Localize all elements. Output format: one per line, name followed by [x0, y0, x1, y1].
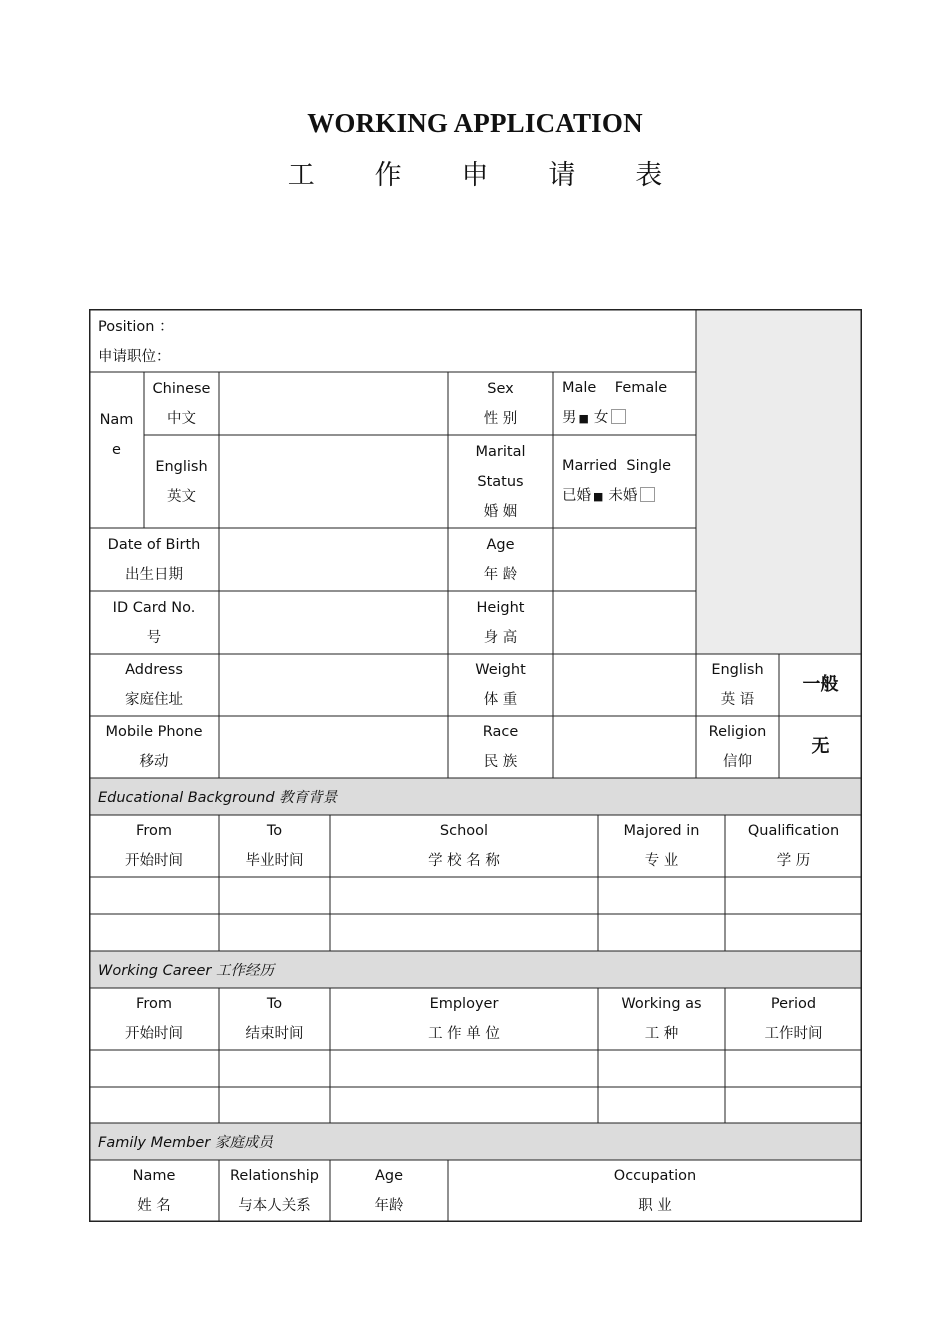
header-label-line: School	[439, 823, 489, 839]
header-label-line: 工 作 单 位	[428, 1026, 500, 1042]
header-label-line: From	[136, 996, 172, 1012]
sex-label	[448, 372, 553, 435]
edu-col-from	[89, 815, 219, 877]
header-label-line: English	[155, 458, 208, 475]
header-label-line: 开始时间	[125, 853, 183, 869]
header-label-line: ID Card No.	[112, 599, 196, 616]
header-label-line: 一般	[802, 674, 839, 695]
english-level-value[interactable]	[779, 654, 862, 716]
family-col-name	[89, 1160, 219, 1222]
header-label-line: Sex	[487, 380, 514, 397]
header-label-line: 与本人关系	[238, 1198, 311, 1214]
header-label-line: From	[136, 823, 172, 839]
mobile-label	[89, 716, 219, 778]
header-label-line: 无	[811, 736, 830, 757]
header-label-line: Chinese	[152, 380, 211, 397]
id-card-label	[89, 591, 219, 654]
form-title-cn: 工 作 申 请 表	[287, 160, 688, 191]
edu-col-to	[219, 815, 330, 877]
header-label-line: Employer	[429, 996, 499, 1012]
female-checkbox-icon	[611, 409, 626, 424]
header-label-line: 毕业时间	[245, 853, 304, 869]
marital-status-label	[448, 435, 553, 528]
career-row-2[interactable]	[89, 1087, 862, 1123]
male-checked-icon: ■	[578, 412, 589, 425]
career-col-period	[725, 988, 862, 1050]
header-label-line: Address	[125, 662, 183, 678]
header-label-line: 开始时间	[125, 1026, 183, 1042]
english-name-input[interactable]	[219, 435, 448, 528]
married-checked-icon: ■	[593, 490, 604, 503]
header-label-line: 移动	[139, 754, 169, 770]
header-label-line: 男	[562, 410, 577, 426]
sex-options-cn	[562, 403, 626, 434]
marital-single-option[interactable]	[608, 488, 655, 504]
family-col-relationship	[219, 1160, 330, 1222]
header-label-line: English	[711, 662, 764, 678]
height-label	[448, 591, 553, 654]
header-label-line: 性 别	[483, 410, 518, 427]
family-col-occupation	[448, 1160, 862, 1222]
height-input[interactable]	[553, 591, 696, 654]
header-label-line: 学 历	[776, 853, 811, 869]
header-label-line: 学 校 名 称	[428, 853, 500, 869]
chinese-name-label	[144, 372, 219, 435]
header-label-line: Name	[132, 1168, 176, 1184]
marital-options	[553, 435, 696, 528]
header-label-line: Age	[374, 1168, 404, 1184]
header-label-line: 工作时间	[764, 1026, 823, 1042]
name-label-part2: e	[112, 442, 121, 458]
header-label-line: Relationship	[229, 1168, 319, 1184]
header-label-line: 出生日期	[125, 566, 183, 583]
family-col-age	[330, 1160, 448, 1222]
header-label-line: 号	[146, 629, 162, 646]
english-name-label	[144, 435, 219, 528]
header-label-line: 专 业	[644, 853, 679, 869]
sex-options	[553, 372, 696, 435]
race-input[interactable]	[553, 716, 696, 778]
marital-married-option[interactable]	[562, 488, 608, 504]
position-label	[89, 311, 696, 372]
age-label	[448, 528, 553, 591]
header-label-line: 中文	[167, 410, 196, 427]
header-label-line: 家庭住址	[125, 692, 183, 708]
header-label-line: 年龄	[374, 1198, 404, 1214]
single-checkbox-icon	[640, 487, 655, 502]
weight-label	[448, 654, 553, 716]
header-label-line: 身 高	[483, 629, 518, 646]
section-header-education: Educational Background 教育背景	[89, 778, 862, 815]
religion-label	[696, 716, 779, 778]
header-label-line: 英 语	[720, 692, 755, 708]
edu-col-major	[598, 815, 725, 877]
edu-row-2[interactable]	[89, 914, 862, 951]
header-label-line: Age	[486, 536, 515, 553]
edu-col-school	[330, 815, 598, 877]
address-input[interactable]	[219, 654, 448, 716]
header-label-line: 信仰	[723, 754, 752, 770]
header-label-line: Majored in	[623, 823, 700, 839]
section-header-career: Working Career 工作经历	[89, 951, 862, 988]
position-label-en: Position ：	[98, 318, 174, 335]
header-label-line: To	[266, 996, 283, 1012]
marital-options-en: Married Single	[562, 458, 672, 474]
header-label-line: Height	[476, 599, 525, 616]
sex-female-option[interactable]	[594, 410, 627, 426]
header-label-line: To	[266, 823, 283, 839]
position-label-cn: 申请职位：	[98, 348, 171, 365]
edu-col-qualification	[725, 815, 862, 877]
header-label-line: 结束时间	[245, 1026, 304, 1042]
race-label	[448, 716, 553, 778]
dob-label	[89, 528, 219, 591]
header-label-line: Qualification	[747, 823, 840, 839]
age-input[interactable]	[553, 528, 696, 591]
header-label-line: 职 业	[638, 1198, 672, 1214]
name-label-part1: Nam	[99, 412, 134, 428]
mobile-input[interactable]	[219, 716, 448, 778]
career-row-1[interactable]	[89, 1050, 862, 1087]
dob-input[interactable]	[219, 528, 448, 591]
section-header-family: Family Member 家庭成员	[89, 1123, 862, 1160]
sex-options-en: Male Female	[562, 380, 668, 396]
career-col-employer	[330, 988, 598, 1050]
header-label-line: Marital	[475, 443, 526, 460]
sex-male-option[interactable]	[562, 410, 594, 426]
religion-value[interactable]	[779, 716, 862, 778]
career-col-working-as	[598, 988, 725, 1050]
chinese-name-input[interactable]	[219, 372, 448, 435]
header-label-line: Mobile Phone	[105, 724, 203, 740]
english-level-label	[696, 654, 779, 716]
career-col-to	[219, 988, 330, 1050]
header-label-line: Date of Birth	[107, 536, 201, 553]
edu-row-1[interactable]	[89, 877, 862, 914]
header-label-line: 婚 姻	[483, 503, 518, 520]
header-label-line: 民 族	[483, 754, 518, 770]
name-label	[89, 372, 144, 528]
header-label-line: 已婚	[562, 488, 591, 504]
form-title-en: WORKING APPLICATION	[307, 108, 643, 138]
header-label-line: Working as	[621, 996, 702, 1012]
header-label-line: Status	[477, 473, 524, 490]
address-label	[89, 654, 219, 716]
header-label-line: 未婚	[608, 488, 638, 504]
header-label-line: Religion	[708, 724, 767, 740]
header-label-line: 英文	[167, 488, 196, 505]
header-label-line: 女	[593, 410, 609, 426]
application-form	[89, 309, 862, 1222]
header-label-line: Weight	[475, 662, 526, 678]
header-label-line: 年 龄	[483, 566, 518, 583]
header-label-line: Race	[482, 724, 519, 740]
header-label-line: 体 重	[483, 692, 518, 708]
header-label-line: Period	[770, 996, 817, 1012]
career-col-from	[89, 988, 219, 1050]
header-label-line: 工 种	[644, 1026, 679, 1042]
id-card-input[interactable]	[219, 591, 448, 654]
weight-input[interactable]	[553, 654, 696, 716]
header-label-line: Occupation	[613, 1168, 697, 1184]
header-label-line: 姓 名	[137, 1198, 171, 1214]
marital-options-cn	[562, 481, 655, 512]
